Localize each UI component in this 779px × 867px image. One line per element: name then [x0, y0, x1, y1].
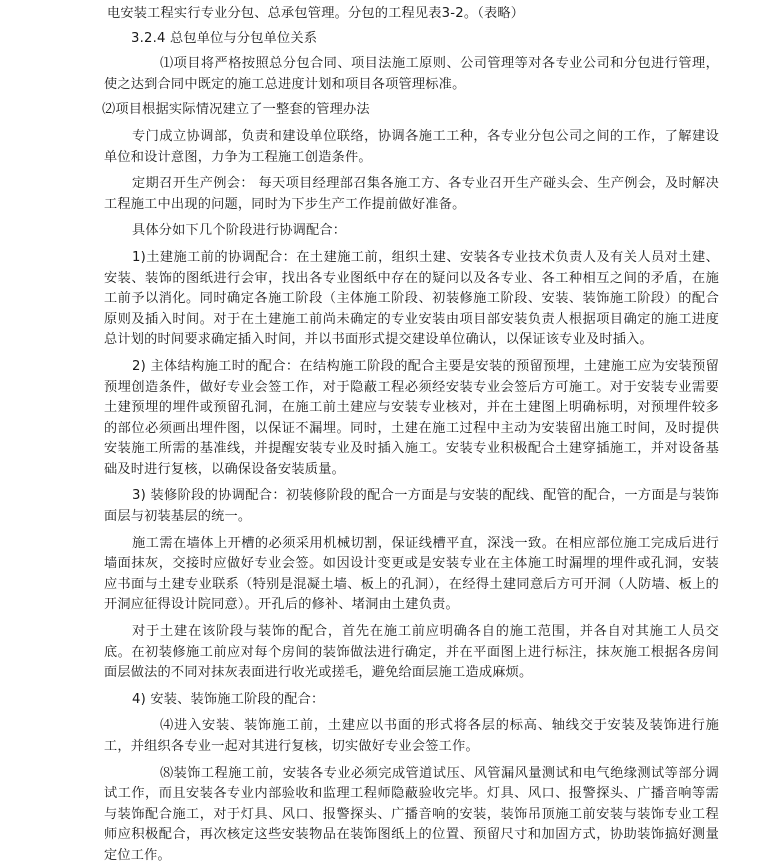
paragraph-stage-3: 3) 装修阶段的协调配合：初装修阶段的配合一方面是与安装的配线、配管的配合，一方面是与装饰面层与初装基层的统一。 — [104, 488, 719, 525]
section-heading: 3.2.4 总包单位与分包单位关系 — [131, 30, 318, 46]
paragraph-stages-intro: 具体分如下几个阶段进行协调配合： — [132, 223, 347, 239]
paragraph-coordination-dept: 专门成立协调部，负责和建设单位联络，协调各施工工种，各专业分包公司之间的工作，了解建设单位和设计意图，力争为工程施工创造条件。 — [104, 128, 719, 165]
paragraph-stage-4: 4) 安装、装饰施工阶段的配合： — [132, 691, 325, 707]
paragraph-stage-4-b: ⑻装饰工程施工前，安装各专业必须完成管道试压、风管漏风量测试和电气绝缘测试等部分调试工作，而且安装各专业内部验收和监理工程师隐蔽验收完毕。灯具、风口、报警探头、广播音响等需与装饰配合施工，对于灯具、风口、报警探头、广播音响的安装，装饰吊顶施工前安装与装饰专业工程师应积极配合，再次核定这些安装物品在装饰图纸上的位置、预留尺寸和加固方式，协助装饰搞好测量定位工作。 — [104, 765, 719, 863]
paragraph-item-2: ⑵项目根据实际情况建立了一整套的管理办法 — [102, 102, 370, 118]
paragraph-intro: 电安装工程实行专业分包、总承包管理。分包的工程见表3-2。（表略） — [107, 6, 525, 21]
paragraph-production-meeting: 定期召开生产例会： 每天项目经理部召集各施工方、各专业召开生产碰头会、生产例会，及时解决工程施工中出现的问题，同时为下步生产工作提前做好准备。 — [104, 176, 719, 212]
paragraph-stage-2: 2) 主体结构施工时的配合：在结构施工阶段的配合主要是安装的预留预埋，土建施工应为安装预留预埋创造条件，做好专业会签工作，对于隐蔽工程必须经安装专业会签后方可施工。对于安装专业需要土建预埋的埋件或预留孔洞，在施工前土建应与安装专业核对，并在土建图上明确标明，对预埋件较多的部位必须画出埋件图，以保证不漏埋。同时，土建在施工过程中主动为安装留出施工时间，及时提供安装施工所需的基准线，并提醒安装专业及时插入施工。安装专业积极配合土建穿插施工，并对设备基础及时进行复核，以确保设备安装质量。 — [104, 358, 719, 477]
paragraph-stage-4-a: ⑷进入安装、装饰施工前，土建应以书面的形式将各层的标高、轴线交于安装及装饰进行施工，并组织各专业一起对其进行复核，切实做好专业会签工作。 — [104, 718, 719, 754]
paragraph-item-1: ⑴项目将严格按照总分包合同、项目法施工原则、公司管理等对各专业公司和分包进行管理，使之达到合同中既定的施工总进度计划和项目各项管理标准。 — [104, 56, 719, 92]
paragraph-stage-3-slotting: 施工需在墙体上开槽的必须采用机械切割，保证线槽平直，深浅一致。在相应部位施工完成后进行墙面抹灰，交接时应做好专业会签。如因设计变更或是安装专业在主体施工时漏埋的埋件或孔洞，安装应书面与土建专业联系（特别是混凝土墙、板上的孔洞），在经得土建同意后方可开洞（人防墙、板上的开洞应征得设计院同意）。开孔后的修补、堵洞由土建负责。 — [104, 535, 719, 613]
paragraph-stage-1: 1)土建施工前的协调配合：在土建施工前，组织土建、安装各专业技术负责人及有关人员对土建、安装、装饰的图纸进行会审，找出各专业图纸中存在的疑问以及各专业、各工种相互之间的矛盾，在施工前予以消化。同时确定各施工阶段（主体施工阶段、初装修施工阶段、安装、装饰施工阶段）的配合原则及插入时间。对于在土建施工前尚未确定的专业安装由项目部安装负责人根据项目确定的施工进度总计划的时间要求确定插入时间，并以书面形式提交建设单位确认，以保证该专业及时插入。 — [104, 249, 719, 348]
paragraph-stage-3-decoration: 对于土建在该阶段与装饰的配合，首先在施工前应明确各自的施工范围，并各自对其施工人员交底。在初装修施工前应对每个房间的装饰做法进行确定，并在平面图上进行标注，抹灰施工根据各房间面层做法的不同对抹灰表面进行收光或搓毛，避免给面层施工造成麻烦。 — [104, 624, 719, 681]
